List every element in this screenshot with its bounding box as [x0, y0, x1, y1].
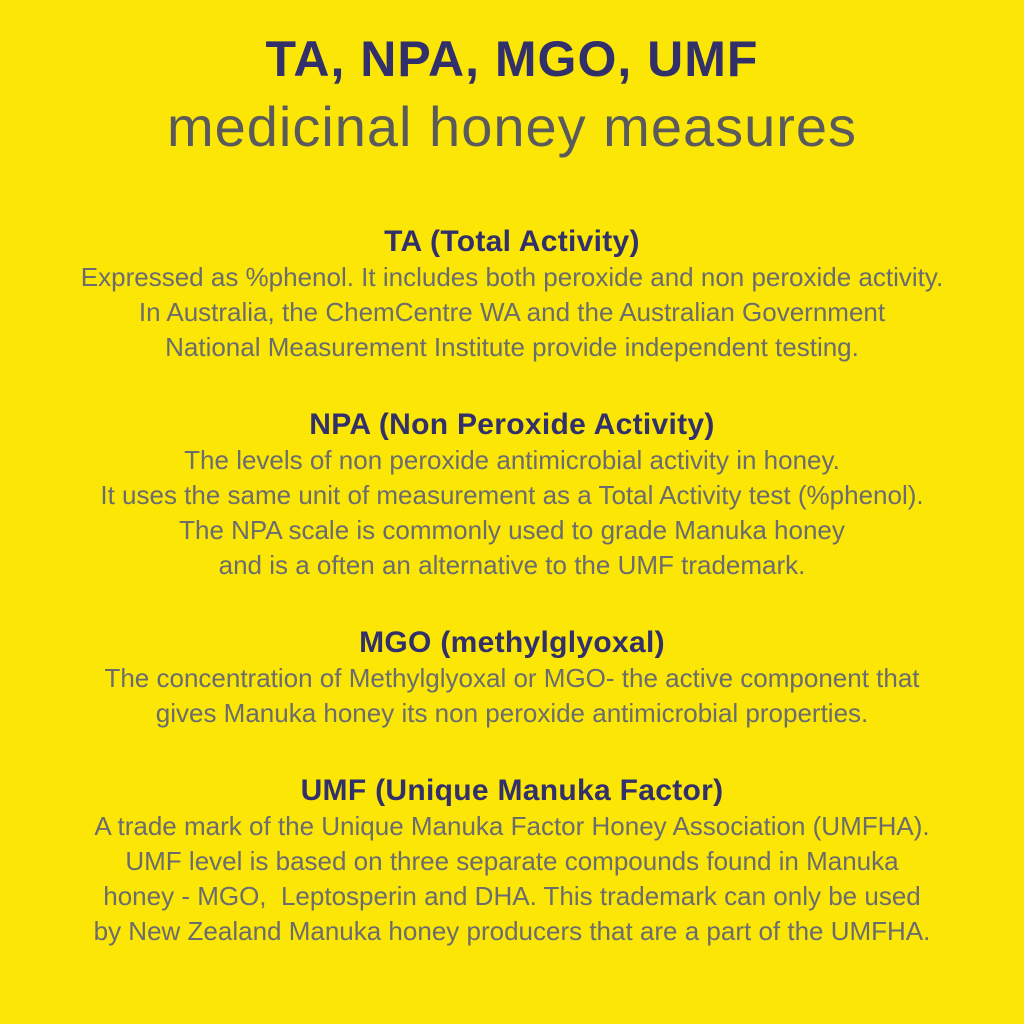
section-npa	[0, 407, 1024, 583]
body-line: and is a often an alternative to the UMF trademark.	[218, 550, 806, 580]
section-ta	[0, 224, 1024, 365]
body-line: A trade mark of the Unique Manuka Factor Honey Association (UMFHA).	[94, 811, 930, 841]
body-line: Expressed as %phenol. It includes both peroxide and non peroxide activity.	[80, 262, 944, 292]
body-line: honey - MGO, Leptosperin and DHA. This trademark can only be used	[103, 881, 921, 911]
section-mgo	[0, 625, 1024, 731]
section-ta-heading: TA (Total Activity)	[384, 225, 640, 258]
body-line: National Measurement Institute provide independent testing.	[165, 332, 859, 362]
body-line: by New Zealand Manuka honey producers that are a part of the UMFHA.	[93, 916, 931, 946]
page-subtitle: medicinal honey measures	[166, 95, 858, 158]
body-line: UMF level is based on three separate compounds found in Manuka	[125, 846, 899, 876]
body-line: It uses the same unit of measurement as a Total Activity test (%phenol).	[100, 480, 924, 510]
body-line: The NPA scale is commonly used to grade Manuka honey	[179, 515, 845, 545]
section-mgo-heading: MGO (methylglyoxal)	[359, 626, 665, 659]
body-line: The concentration of Methylglyoxal or MGO- the active component that	[104, 663, 920, 693]
section-npa-heading: NPA (Non Peroxide Activity)	[309, 408, 715, 441]
body-line: In Australia, the ChemCentre WA and the Australian Government	[138, 297, 886, 327]
page-title: TA, NPA, MGO, UMF	[265, 31, 759, 87]
body-line: gives Manuka honey its non peroxide antimicrobial properties.	[155, 698, 869, 728]
header	[0, 0, 1024, 158]
body-line: The levels of non peroxide antimicrobial activity in honey.	[184, 445, 840, 475]
section-umf-heading: UMF (Unique Manuka Factor)	[300, 774, 724, 807]
section-umf	[0, 773, 1024, 949]
